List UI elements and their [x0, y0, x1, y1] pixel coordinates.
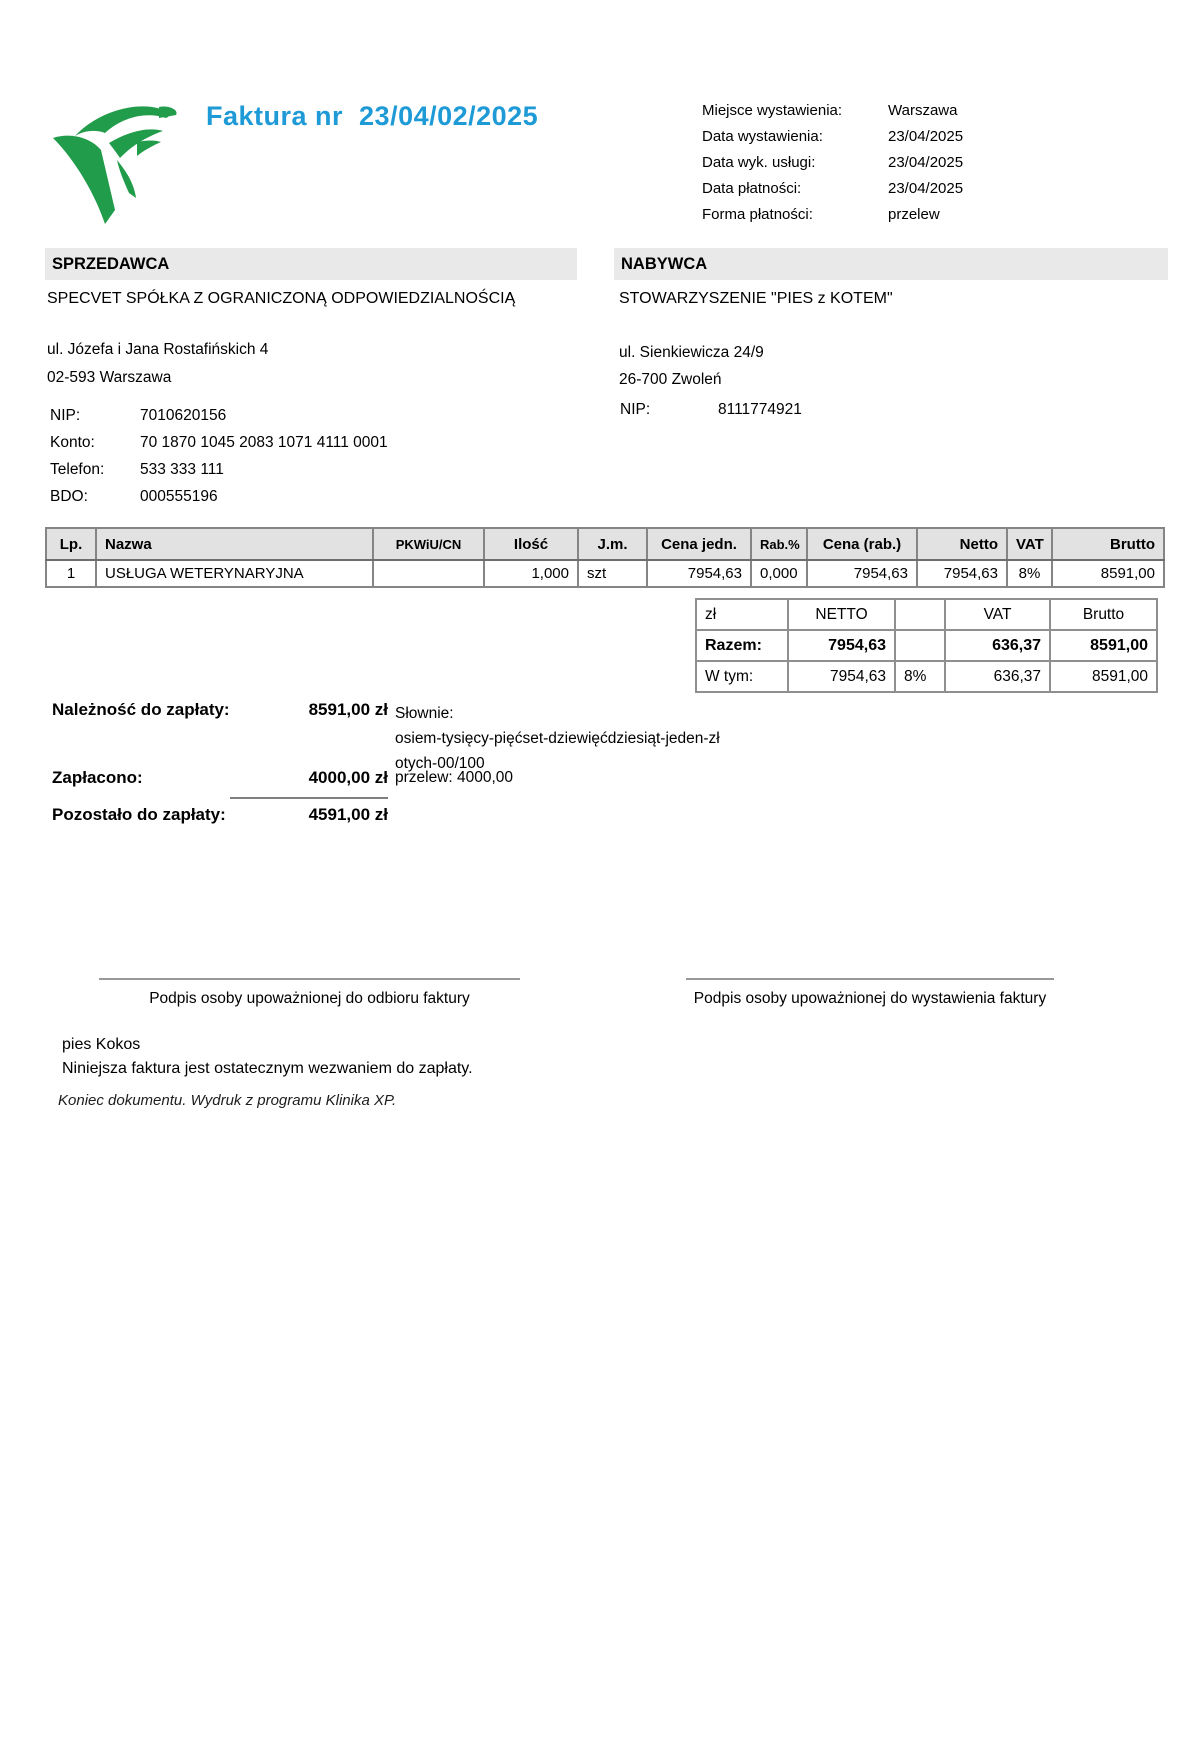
meta-row-issue-date — [702, 126, 963, 152]
item-unit: szt — [578, 560, 647, 587]
meta-row-service-date — [702, 152, 963, 178]
end-of-document-note: Koniec dokumentu. Wydruk z programu Klinika XP. — [58, 1092, 397, 1109]
vet-clinic-logo — [47, 98, 187, 228]
meta-row-payment-form — [702, 204, 963, 230]
buyer-section-title: NABYWCA — [621, 254, 708, 273]
item-gross: 8591,00 — [1052, 560, 1164, 587]
seller-details — [50, 404, 388, 512]
buyer-city: 26-700 Zwoleń — [619, 371, 722, 388]
buyer-nip-row — [620, 398, 802, 425]
paid-value: 4000,00 zł — [308, 768, 388, 787]
summary-col-rate — [895, 599, 945, 630]
summary-total-rate — [895, 630, 945, 661]
vat-summary-table — [695, 598, 1158, 693]
col-netto: Netto — [917, 528, 1007, 560]
items-header-row — [46, 528, 1164, 560]
detail-label: NIP: — [620, 401, 651, 418]
col-nazwa: Nazwa — [96, 528, 373, 560]
summary-total-row — [696, 630, 1157, 661]
seller-bdo-row — [50, 485, 388, 512]
paid-method-note: przelew: 4000,00 — [395, 769, 514, 786]
summary-total-vat: 636,37 — [945, 630, 1050, 661]
signature-line-issuer — [686, 978, 1054, 980]
item-net: 7954,63 — [917, 560, 1007, 587]
buyer-name: STOWARZYSZENIE "PIES z KOTEM" — [619, 290, 893, 307]
summary-breakdown-brutto: 8591,00 — [1050, 661, 1157, 692]
detail-label: NIP: — [50, 407, 81, 424]
paid-separator-line — [230, 797, 388, 799]
amount-due-value: 8591,00 zł — [308, 700, 388, 719]
signature-caption-issuer: Podpis osoby upoważnionej do wystawienia faktury — [693, 990, 1047, 1007]
col-vat: VAT — [1007, 528, 1052, 560]
summary-breakdown-label: W tym: — [696, 661, 788, 692]
item-name: USŁUGA WETERYNARYJNA — [96, 560, 373, 587]
summary-header-row — [696, 599, 1157, 630]
seller-phone-row — [50, 458, 388, 485]
remaining-value: 4591,00 zł — [308, 805, 388, 824]
summary-total-label: Razem: — [696, 630, 788, 661]
meta-value: 23/04/2025 — [888, 154, 964, 171]
detail-label: Telefon: — [50, 461, 105, 478]
col-cena-rab: Cena (rab.) — [807, 528, 917, 560]
seller-name: SPECVET SPÓŁKA Z OGRANICZONĄ ODPOWIEDZIALNOŚCIĄ — [47, 290, 516, 307]
col-jm: J.m. — [578, 528, 647, 560]
detail-value: 000555196 — [140, 488, 218, 505]
meta-value: 23/04/2025 — [888, 180, 964, 197]
meta-label: Miejsce wystawienia: — [702, 102, 843, 119]
col-pkwiu: PKWiU/CN — [373, 528, 484, 560]
in-words-line1: osiem-tysięcy-pięćset-dziewięćdziesiąt-jeden-zł — [395, 730, 720, 747]
col-lp: Lp. — [46, 528, 96, 560]
summary-breakdown-vat: 636,37 — [945, 661, 1050, 692]
detail-label: BDO: — [50, 488, 88, 505]
final-demand-notice: Niniejsza faktura jest ostatecznym wezwaniem do zapłaty. — [62, 1060, 473, 1077]
paid-label: Zapłacono: — [52, 768, 143, 787]
buyer-section-header — [614, 248, 1168, 280]
summary-total-netto: 7954,63 — [788, 630, 895, 661]
meta-row-place — [702, 100, 963, 126]
detail-label: Konto: — [50, 434, 95, 451]
buyer-street: ul. Sienkiewicza 24/9 — [619, 344, 764, 361]
item-row — [46, 560, 1164, 587]
buyer-details — [620, 398, 802, 425]
seller-nip-row — [50, 404, 388, 431]
summary-currency: zł — [696, 599, 788, 630]
invoice-title: Faktura nr 23/04/02/2025 — [206, 101, 539, 131]
col-cena-jedn: Cena jedn. — [647, 528, 751, 560]
col-brutto: Brutto — [1052, 528, 1164, 560]
summary-breakdown-rate: 8% — [895, 661, 945, 692]
summary-col-netto: NETTO — [788, 599, 895, 630]
meta-value: Warszawa — [888, 102, 958, 119]
summary-total-brutto: 8591,00 — [1050, 630, 1157, 661]
item-discounted-price: 7954,63 — [807, 560, 917, 587]
summary-col-brutto: Brutto — [1050, 599, 1157, 630]
amount-due-label: Należność do zapłaty: — [52, 700, 230, 719]
item-discount: 0,000 — [751, 560, 807, 587]
meta-label: Data wystawienia: — [702, 128, 823, 145]
remaining-label: Pozostało do zapłaty: — [52, 805, 226, 824]
bird-icon — [47, 98, 187, 228]
item-vat-rate: 8% — [1007, 560, 1052, 587]
signature-caption-receiver: Podpis osoby upoważnionej do odbioru faktury — [149, 990, 470, 1007]
col-ilosc: Ilość — [484, 528, 578, 560]
summary-breakdown-netto: 7954,63 — [788, 661, 895, 692]
in-words-line2: otych-00/100 — [395, 755, 485, 772]
detail-value: 70 1870 1045 2083 1071 4111 0001 — [140, 434, 388, 451]
meta-value: przelew — [888, 206, 940, 223]
item-lp: 1 — [46, 560, 96, 587]
item-pkwiu — [373, 560, 484, 587]
detail-value: 8111774921 — [718, 401, 802, 418]
amount-in-words — [395, 701, 815, 776]
seller-city: 02-593 Warszawa — [47, 369, 172, 386]
seller-account-row — [50, 431, 388, 458]
invoice-meta-block — [702, 100, 963, 230]
item-quantity: 1,000 — [484, 560, 578, 587]
meta-label: Forma płatności: — [702, 206, 813, 223]
seller-section-header — [45, 248, 577, 280]
patient-name: pies Kokos — [62, 1036, 141, 1053]
summary-col-vat: VAT — [945, 599, 1050, 630]
meta-label: Data płatności: — [702, 180, 802, 197]
meta-label: Data wyk. usługi: — [702, 154, 816, 171]
seller-section-title: SPRZEDAWCA — [52, 254, 170, 273]
summary-breakdown-row — [696, 661, 1157, 692]
meta-row-payment-date — [702, 178, 963, 204]
detail-value: 533 333 111 — [140, 461, 224, 478]
item-unit-price: 7954,63 — [647, 560, 751, 587]
meta-value: 23/04/2025 — [888, 128, 964, 145]
seller-street: ul. Józefa i Jana Rostafińskich 4 — [47, 341, 269, 358]
col-rabat: Rab.% — [751, 528, 807, 560]
detail-value: 7010620156 — [140, 407, 227, 424]
signature-line-receiver — [99, 978, 520, 980]
items-table — [45, 527, 1165, 588]
in-words-label: Słownie: — [395, 705, 454, 722]
